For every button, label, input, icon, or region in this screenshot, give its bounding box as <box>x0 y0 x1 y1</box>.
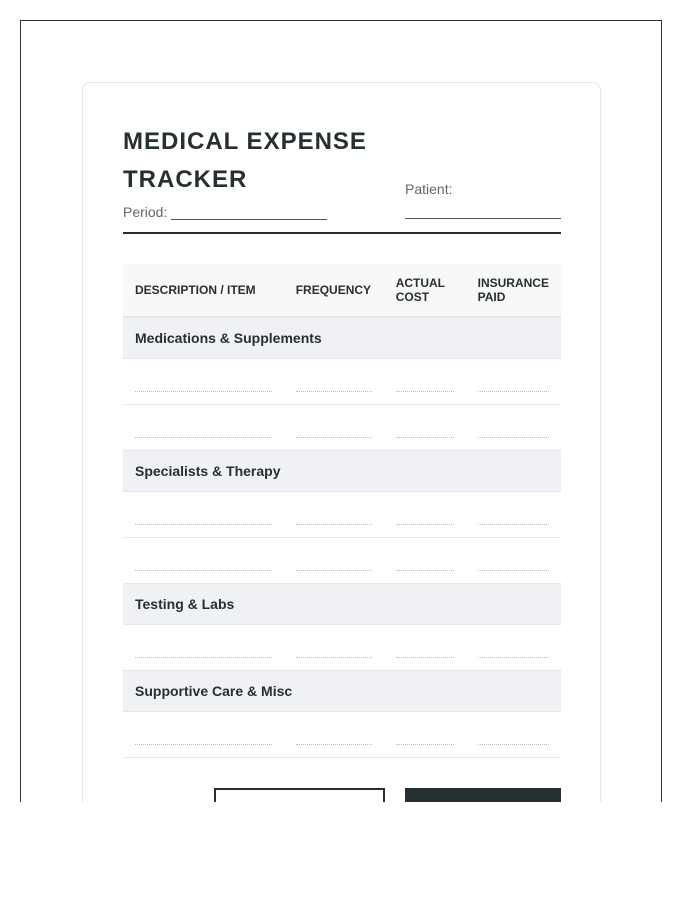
insurance-paid-cell[interactable] <box>466 711 561 757</box>
insurance-paid-input-line[interactable] <box>478 524 549 525</box>
frequency-input-line[interactable] <box>296 570 372 571</box>
actual-cost-cell[interactable] <box>384 624 466 670</box>
frequency-cell[interactable] <box>284 491 384 537</box>
section-title: Specialists & Therapy <box>123 450 561 491</box>
tracker-card <box>82 82 601 802</box>
insurance-paid-input-line[interactable] <box>478 744 549 745</box>
insurance-paid-input-line[interactable] <box>478 657 549 658</box>
description-input-line[interactable] <box>135 391 272 392</box>
patient-input-line[interactable] <box>405 218 561 219</box>
period-input-line[interactable] <box>171 206 327 220</box>
expense-table <box>123 264 561 758</box>
column-header: INSURANCE PAID <box>466 264 561 317</box>
frequency-input-line[interactable] <box>296 391 372 392</box>
frequency-cell[interactable] <box>284 711 384 757</box>
table-row <box>123 711 561 757</box>
patient-label: Patient: <box>405 181 453 197</box>
insurance-paid-cell[interactable] <box>466 491 561 537</box>
insurance-paid-input-line[interactable] <box>478 570 549 571</box>
actual-cost-input-line[interactable] <box>396 437 454 438</box>
description-cell[interactable] <box>123 358 284 404</box>
frequency-cell[interactable] <box>284 537 384 583</box>
section-title: Testing & Labs <box>123 583 561 624</box>
frequency-input-line[interactable] <box>296 744 372 745</box>
insurance-paid-cell[interactable] <box>466 358 561 404</box>
period-label: Period: <box>123 204 168 220</box>
actual-cost-input-line[interactable] <box>396 524 454 525</box>
table-row <box>123 404 561 450</box>
period-field[interactable] <box>123 204 327 220</box>
section-title: Supportive Care & Misc <box>123 670 561 711</box>
actual-cost-input-line[interactable] <box>396 391 454 392</box>
description-cell[interactable] <box>123 624 284 670</box>
section-row <box>123 450 561 491</box>
frequency-cell[interactable] <box>284 624 384 670</box>
description-cell[interactable] <box>123 491 284 537</box>
frequency-input-line[interactable] <box>296 524 372 525</box>
insurance-paid-input-line[interactable] <box>478 437 549 438</box>
table-row <box>123 537 561 583</box>
table-header-row <box>123 264 561 317</box>
header-divider <box>123 232 561 234</box>
table-row <box>123 624 561 670</box>
description-input-line[interactable] <box>135 570 272 571</box>
description-cell[interactable] <box>123 537 284 583</box>
insurance-paid-input-line[interactable] <box>478 391 549 392</box>
description-cell[interactable] <box>123 711 284 757</box>
table-row <box>123 491 561 537</box>
insurance-paid-cell[interactable] <box>466 624 561 670</box>
section-row <box>123 317 561 358</box>
actual-cost-input-line[interactable] <box>396 744 454 745</box>
frequency-cell[interactable] <box>284 358 384 404</box>
frequency-cell[interactable] <box>284 404 384 450</box>
section-title: Medications & Supplements <box>123 317 561 358</box>
frequency-input-line[interactable] <box>296 657 372 658</box>
description-cell[interactable] <box>123 404 284 450</box>
description-input-line[interactable] <box>135 744 272 745</box>
column-header: FREQUENCY <box>284 264 384 317</box>
insurance-paid-cell[interactable] <box>466 404 561 450</box>
actual-cost-cell[interactable] <box>384 404 466 450</box>
page-title: MEDICAL EXPENSE TRACKER <box>123 128 367 193</box>
frequency-input-line[interactable] <box>296 437 372 438</box>
description-input-line[interactable] <box>135 437 272 438</box>
secondary-button[interactable] <box>214 788 385 802</box>
section-row <box>123 583 561 624</box>
table-row <box>123 358 561 404</box>
actual-cost-input-line[interactable] <box>396 570 454 571</box>
section-row <box>123 670 561 711</box>
actual-cost-cell[interactable] <box>384 358 466 404</box>
actual-cost-cell[interactable] <box>384 537 466 583</box>
page-frame <box>20 20 662 802</box>
description-input-line[interactable] <box>135 657 272 658</box>
column-header: DESCRIPTION / ITEM <box>123 264 284 317</box>
insurance-paid-cell[interactable] <box>466 537 561 583</box>
actual-cost-cell[interactable] <box>384 491 466 537</box>
primary-button[interactable] <box>405 788 561 802</box>
actual-cost-cell[interactable] <box>384 711 466 757</box>
description-input-line[interactable] <box>135 524 272 525</box>
actual-cost-input-line[interactable] <box>396 657 454 658</box>
column-header: ACTUAL COST <box>384 264 466 317</box>
